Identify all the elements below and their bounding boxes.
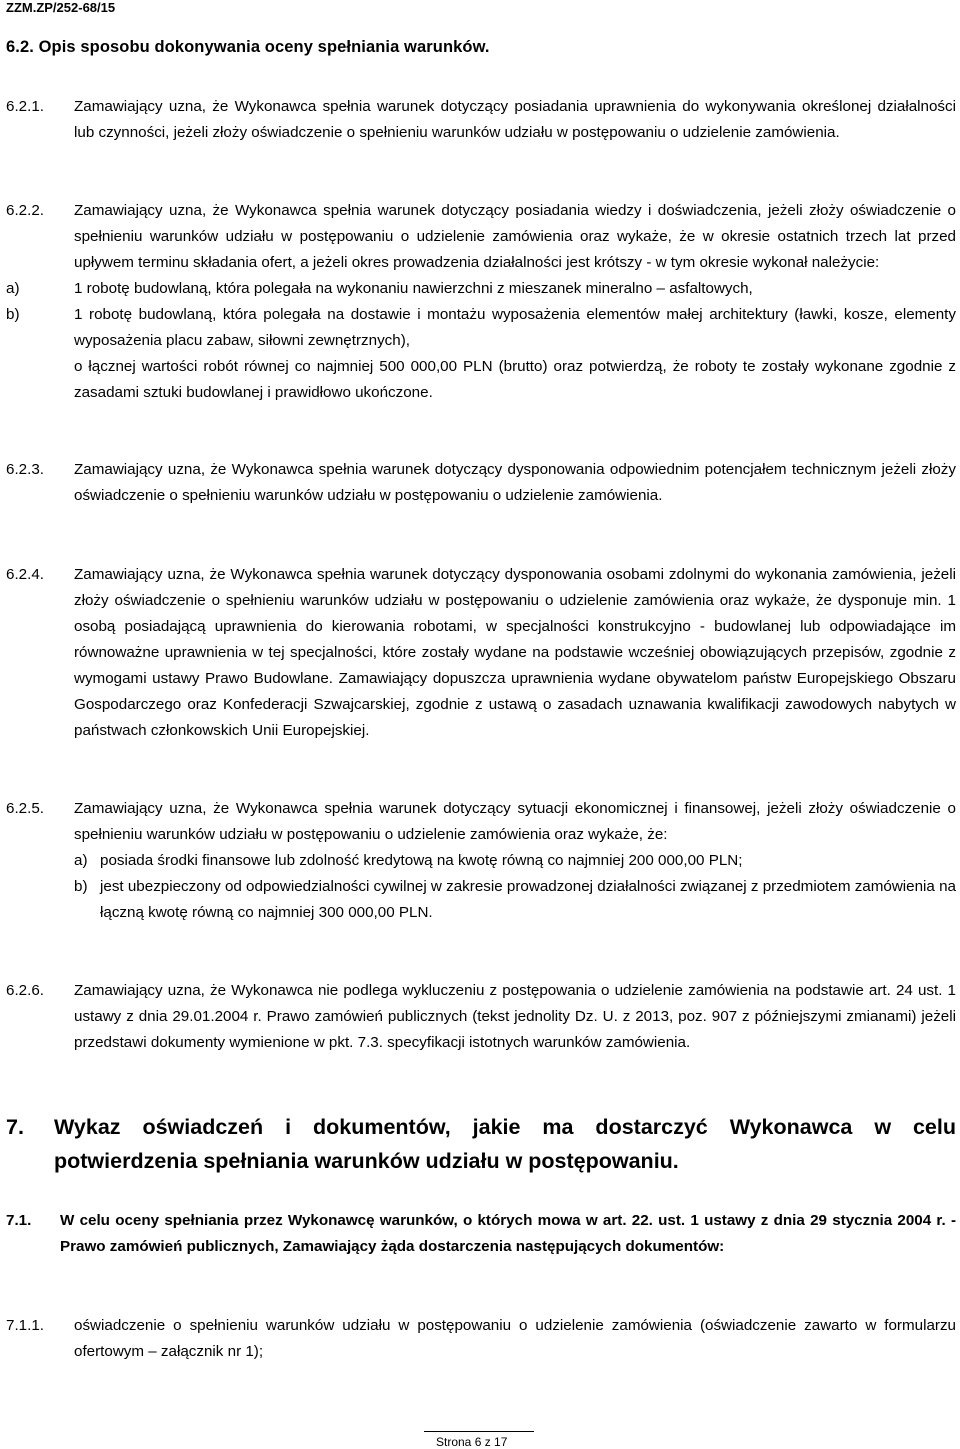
item-7-1 xyxy=(6,1208,956,1260)
item-number: 6.2.5. xyxy=(6,800,44,817)
item-text: Zamawiający uzna, że Wykonawca spełnia warunek dotyczący posiadania wiedzy i doświadczenia, jeżeli złoży oświadczenie o spełnieniu warunków udziału w postępowaniu o udzielenie zamówienia oraz wykaże, że w okresie ostatnich trzech lat przed upływem terminu składania ofert, a jeżeli okres prowadzenia działalności jest krótszy - w tym okresie wykonał należycie: xyxy=(74,202,956,271)
item-6-2-4 xyxy=(6,562,956,744)
subitem-label: a) xyxy=(6,280,20,297)
item-number: 6.2.2. xyxy=(6,202,44,219)
item-6-2-2 xyxy=(6,198,956,406)
item-6-2-6 xyxy=(6,978,956,1056)
subitem-text: jest ubezpieczony od odpowiedzialności cywilnej w zakresie prowadzonej działalności związanej z przedmiotem zamówienia na łączną kwotę równą co najmniej 300 000,00 PLN. xyxy=(100,878,956,921)
item-number: 7.1.1. xyxy=(6,1317,44,1334)
subitem-label: b) xyxy=(74,878,88,895)
item-number: 6.2.4. xyxy=(6,566,44,583)
item-text: Zamawiający uzna, że Wykonawca spełnia warunek dotyczący sytuacji ekonomicznej i finansowej, jeżeli złoży oświadczenie o spełnieniu warunków udziału w postępowaniu o udzielenie zamówienia oraz wykaże, że: xyxy=(74,800,956,843)
item-number: 6.2.6. xyxy=(6,982,44,999)
item-text: Zamawiający uzna, że Wykonawca spełnia warunek dotyczący posiadania uprawnienia do wykonywania określonej działalności lub czynności, jeżeli złoży oświadczenie o spełnieniu warunków udziału w postępowaniu o udzielenie zamówienia. xyxy=(74,98,956,141)
item-6-2-5 xyxy=(6,796,956,926)
item-text: oświadczenie o spełnieniu warunków udziału w postępowaniu o udzielenie zamówienia (oświadczenie zawarto w formularzu ofertowym – załącznik nr 1); xyxy=(74,1317,956,1360)
subitem-b xyxy=(74,874,956,926)
subitem-label: b) xyxy=(6,306,20,323)
item-text: Zamawiający uzna, że Wykonawca nie podlega wykluczeniu z postępowania o udzielenie zamówienia na podstawie art. 24 ust. 1 ustawy z dnia 29.01.2004 r. Prawo zamówień publicznych (tekst jednolity Dz. U. z 2013, poz. 907 z późniejszymi zmianami) jeżeli przedstawi dokumenty wymienione w pkt. 7.3. specyfikacji istotnych warunków zamówienia. xyxy=(74,982,956,1051)
subitem-label: a) xyxy=(74,852,88,869)
heading-number: 7. xyxy=(6,1115,24,1139)
item-text: Zamawiający uzna, że Wykonawca spełnia warunek dotyczący dysponowania osobami zdolnymi do wykonania zamówienia, jeżeli złoży oświadczenie o spełnieniu warunków udziału w postępowaniu o udzielenie zamówienia oraz wykaże, że dysponuje min. 1 osobą posiadającą uprawnienia do kierowania robotami, w specjalności konstrukcyjno - budowlanej lub odpowiadające im równoważne uprawnienia w tej specjalności, które zostały wydane na podstawie wcześniej obowiązujących przepisów, zgodnie z wymogami ustawy Prawo Budowlane. Zamawiający dopuszcza uprawnienia wydane obywatelom państw Europejskiego Obszaru Gospodarczego oraz Konfederacji Szwajcarskiej, zgodnie z ustawą o zasadach uznawania kwalifikacji zawodowych nabytych w państwach członkowskich Unii Europejskiej. xyxy=(74,566,956,739)
subitem-text: 1 robotę budowlaną, która polegała na wykonaniu nawierzchni z mieszanek mineralno – asfaltowych, xyxy=(74,280,753,297)
subitem-b xyxy=(6,302,956,354)
document-reference-code: ZZM.ZP/252-68/15 xyxy=(6,0,116,15)
item-number: 6.2.3. xyxy=(6,461,44,478)
item-number: 6.2.1. xyxy=(6,98,44,115)
item-number: 7.1. xyxy=(6,1212,32,1229)
subitem-a xyxy=(74,848,956,874)
item-6-2-3 xyxy=(6,457,956,509)
item-6-2-1 xyxy=(6,94,956,146)
item-tail-text: o łącznej wartości robót równej co najmniej 500 000,00 PLN (brutto) oraz potwierdzą, że roboty te zostały wykonane zgodnie z zasadami sztuki budowlanej i prawidłowo ukończone. xyxy=(74,358,956,401)
item-text: Zamawiający uzna, że Wykonawca spełnia warunek dotyczący dysponowania odpowiednim potencjałem technicznym jeżeli złoży oświadczenie o spełnieniu warunków udziału w postępowaniu o udzielenie zamówienia. xyxy=(74,461,956,504)
page-number-footer: Strona 6 z 17 xyxy=(436,1435,508,1449)
footer-divider xyxy=(424,1431,534,1432)
subitem-text: 1 robotę budowlaną, która polegała na dostawie i montażu wyposażenia elementów małej architektury (ławki, kosze, elementy wyposażenia placu zabaw, siłowni zewnętrznych), xyxy=(74,306,956,349)
section-heading-7 xyxy=(6,1110,956,1178)
heading-text: Wykaz oświadczeń i dokumentów, jakie ma dostarczyć Wykonawca w celu potwierdzenia spełniania warunków udziału w postępowaniu. xyxy=(54,1115,956,1173)
item-7-1-1 xyxy=(6,1313,956,1365)
subitem-a xyxy=(6,276,956,302)
subitem-text: posiada środki finansowe lub zdolność kredytową na kwotę równą co najmniej 200 000,00 PLN; xyxy=(100,852,743,869)
section-heading-6-2: 6.2. Opis sposobu dokonywania oceny spełniania warunków. xyxy=(6,38,490,56)
item-text: W celu oceny spełniania przez Wykonawcę warunków, o których mowa w art. 22. ust. 1 ustawy z dnia 29 stycznia 2004 r. - Prawo zamówień publicznych, Zamawiający żąda dostarczenia następujących dokumentów: xyxy=(60,1212,956,1255)
